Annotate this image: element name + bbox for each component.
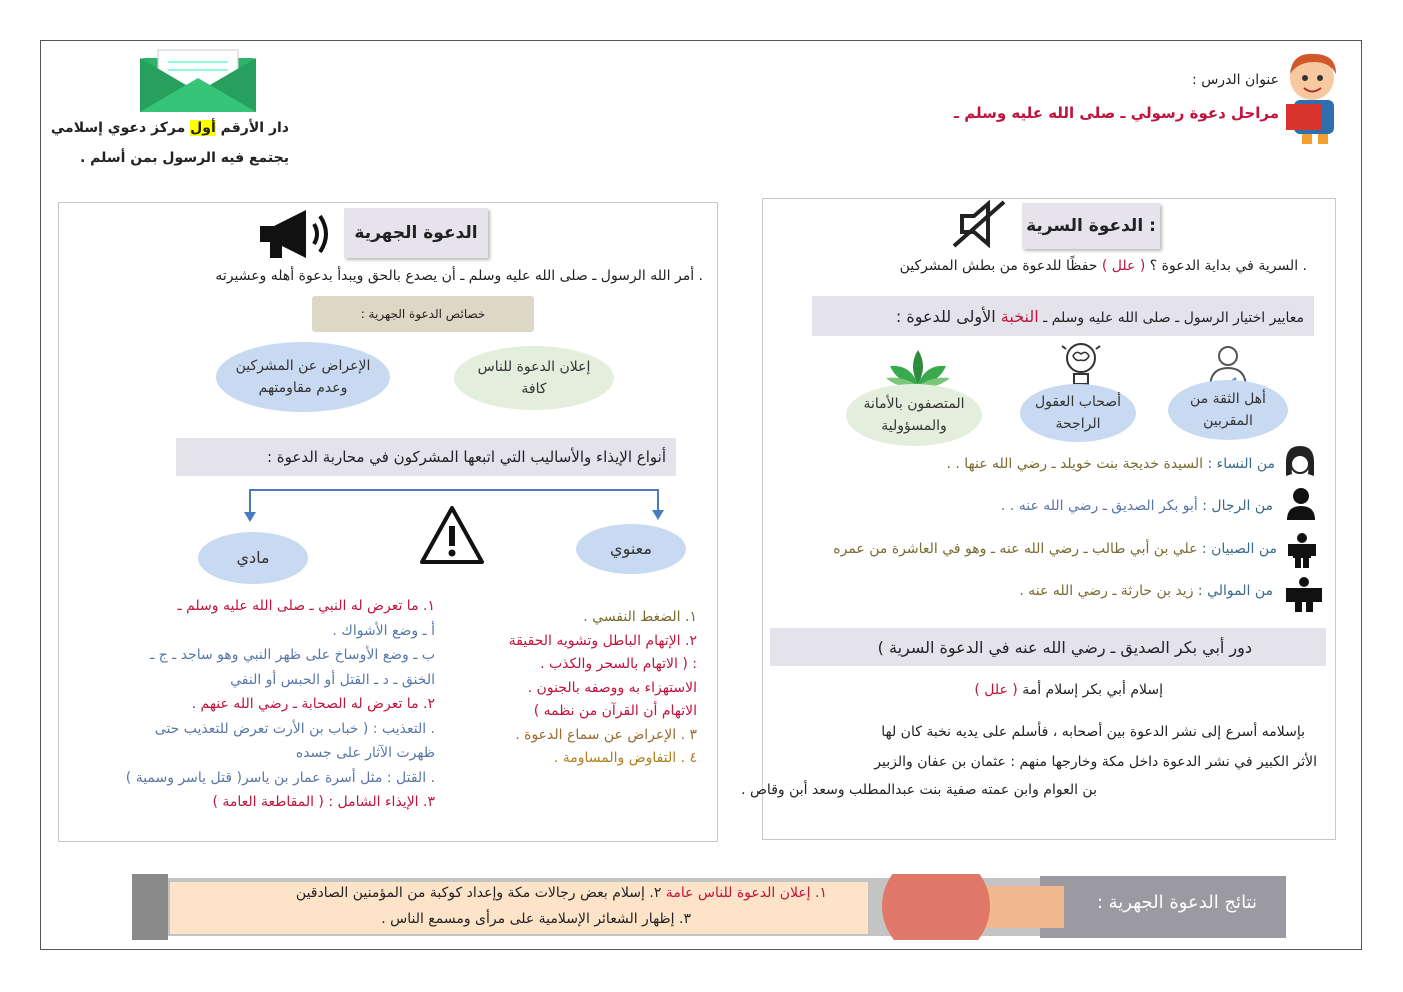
lesson-title: مراحل دعوة رسولي ـ صلى الله عليه وسلم ـ <box>953 104 1279 122</box>
moral-item: الاستهزاء به ووصفه بالجنون . <box>527 679 697 696</box>
material-item: الخنق ـ د ـ القتل أو الحبس أو النفي <box>230 671 435 688</box>
feature-cloud-announce: إعلان الدعوة للناس كافة <box>454 346 614 410</box>
lesson-label: عنوان الدرس : <box>1192 72 1279 88</box>
secret-call-title: الدعوة السرية : <box>1022 203 1160 249</box>
man-icon <box>1284 486 1318 522</box>
abubakr-answer-line2: الأثر الكبير في نشر الدعوة داخل مكة وخارجها منهم : عثمان بن عفان والزبير <box>874 754 1317 770</box>
results-line1-red: ١. إعلان الدعوة للناس عامة <box>661 885 827 901</box>
material-item: . التعذيب : ( خباب بن الأرت تعرض للتعذيب حتى <box>154 720 435 737</box>
people-value-women: السيدة خديجة بنت خويلد ـ رضي الله عنها . . <box>946 456 1208 472</box>
secret-intro <box>900 258 1307 274</box>
moral-item: ٣ . الإعراض عن سماع الدعوة . <box>515 726 697 743</box>
secret-call-panel <box>762 198 1336 840</box>
results-line1-rest: ٢. إسلام بعض رجالات مكة وإعداد كوكبة من المؤمنين الصادقين <box>295 885 662 901</box>
boy-icon <box>1286 532 1318 568</box>
results-line2: ٣. إظهار الشعائر الإسلامية على مرأى ومسمع الناس . <box>381 911 691 927</box>
dar-al-arqam-line2: يجتمع فيه الرسول بمن أسلم . <box>79 150 289 166</box>
people-row-mawali <box>1019 583 1273 599</box>
moral-harm-cloud: معنوي <box>576 524 686 574</box>
material-item: ظهرت الآثار على جسده <box>295 745 435 761</box>
features-label: خصائص الدعوة الجهرية : <box>312 296 534 332</box>
moral-item: ١. الضغط النفسي . <box>583 609 697 625</box>
abubakr-question <box>974 682 1163 698</box>
material-item: ١. ما تعرض له النبي ـ صلى الله عليه وسلم ـ <box>177 598 435 614</box>
moral-item: ٤ . التفاوض والمساومة . <box>553 750 697 766</box>
material-item: ب ـ وضع الأوساخ على ظهر النبي وهو ساجد ـ ج ـ <box>150 647 435 663</box>
harm-title-bar: أنواع الإيذاء والأساليب التي اتبعها المشركون في محاربة الدعوة : <box>176 438 676 476</box>
criteria-cloud-trusted: أهل الثقة من المقربين <box>1168 380 1288 440</box>
dar-text-a: دار الأرقم <box>215 120 289 136</box>
abubakr-answer-line1: بإسلامه أسرع إلى نشر الدعوة بين أصحابه ، فأسلم على يديه نخبة كان لها <box>881 724 1305 740</box>
criteria-cloud-wise: أصحاب العقول الراجحة <box>1020 384 1136 442</box>
material-item: . القتل : مثل أسرة عمار بن ياسر( قتل ياسر وسمية ) <box>125 769 435 786</box>
material-item: ٣. الإيذاء الشامل : ( المقاطعة العامة ) <box>212 794 435 810</box>
feature-cloud-ignore: الإعراض عن المشركين وعدم مقاومتهم <box>216 342 390 412</box>
secret-intro-b: حفظًا للدعوة من بطش المشركين <box>899 258 1102 274</box>
people-row-boys <box>833 541 1277 557</box>
material-list <box>126 594 435 815</box>
people-value-mawali: زيد بن حارثة ـ رضي الله عنه . <box>1019 583 1198 599</box>
abubakr-bar: دور أبي بكر الصديق ـ رضي الله عنه في الدعوة السرية ) <box>770 628 1326 666</box>
abubakr-answer-line3: بن العوام وابن عمته صفية بنت عبدالمطلب وسعد أبن وقاص . <box>741 782 1097 798</box>
abubakr-q-why: ( علل ) <box>974 682 1018 698</box>
criteria-elite: النخبة <box>1000 306 1039 326</box>
material-item: أ ـ وضع الأشواك . <box>332 622 435 639</box>
mute-icon <box>948 198 1010 250</box>
people-row-men <box>1001 498 1273 514</box>
public-call-title: الدعوة الجهرية <box>344 208 488 258</box>
people-row-women <box>946 456 1275 472</box>
dar-al-arqam-line1 <box>51 120 289 136</box>
abubakr-q-a: إسلام أبي بكر إسلام أمة <box>1017 682 1163 698</box>
people-label-men: من الرجال : <box>1202 498 1273 514</box>
people-label-women: من النساء : <box>1207 456 1275 472</box>
criteria-b: الأولى للدعوة : <box>895 306 1001 326</box>
megaphone-icon <box>256 206 336 262</box>
results-label: نتائج الدعوة الجهرية : <box>1096 892 1257 913</box>
moral-list <box>509 606 697 771</box>
moral-item: ٢. الإتهام الباطل وتشويه الحقيقة <box>508 632 697 649</box>
warning-icon <box>418 504 486 566</box>
people-label-mawali: من الموالي : <box>1197 583 1273 599</box>
boy-reading-icon <box>1280 48 1350 148</box>
material-harm-cloud: مادي <box>198 532 308 584</box>
people-value-boys: علي بن أبي طالب ـ رضي الله عنه ـ وهو في العاشرة من عمره <box>833 541 1202 557</box>
envelope-icon <box>138 48 258 114</box>
criteria-a: معايير اختيار الرسول ـ صلى الله عليه وسلم ـ <box>1038 309 1304 326</box>
moral-item: الاتهام أن القرآن من نظمه ) <box>533 703 697 719</box>
public-intro: . أمر الله الرسول ـ صلى الله عليه وسلم ـ أن يصدع بالحق ويبدأ بدعوة أهله وعشيرته <box>215 268 703 284</box>
dar-highlight: أول <box>190 120 216 136</box>
dar-text-b: مركز دعوي إسلامي <box>50 120 191 136</box>
criteria-cloud-honest: المتصفون بالأمانة والمسؤولية <box>846 384 982 446</box>
material-item: ٢. ما تعرض له الصحابة ـ رضي الله عنهم . <box>191 696 435 712</box>
secret-intro-why: ( علل ) <box>1101 258 1146 274</box>
moral-item: : ( الاتهام بالسحر والكذب . <box>540 656 697 672</box>
woman-icon <box>1280 444 1320 482</box>
secret-intro-a: . السرية في بداية الدعوة ؟ <box>1145 258 1307 274</box>
criteria-text <box>896 307 1304 326</box>
people-label-boys: من الصبيان : <box>1201 541 1277 557</box>
slave-figure-icon <box>1284 576 1324 612</box>
criteria-bar <box>812 296 1314 336</box>
people-value-men: أبو بكر الصديق ـ رضي الله عنه . . <box>1000 498 1203 514</box>
results-line1 <box>296 885 827 901</box>
